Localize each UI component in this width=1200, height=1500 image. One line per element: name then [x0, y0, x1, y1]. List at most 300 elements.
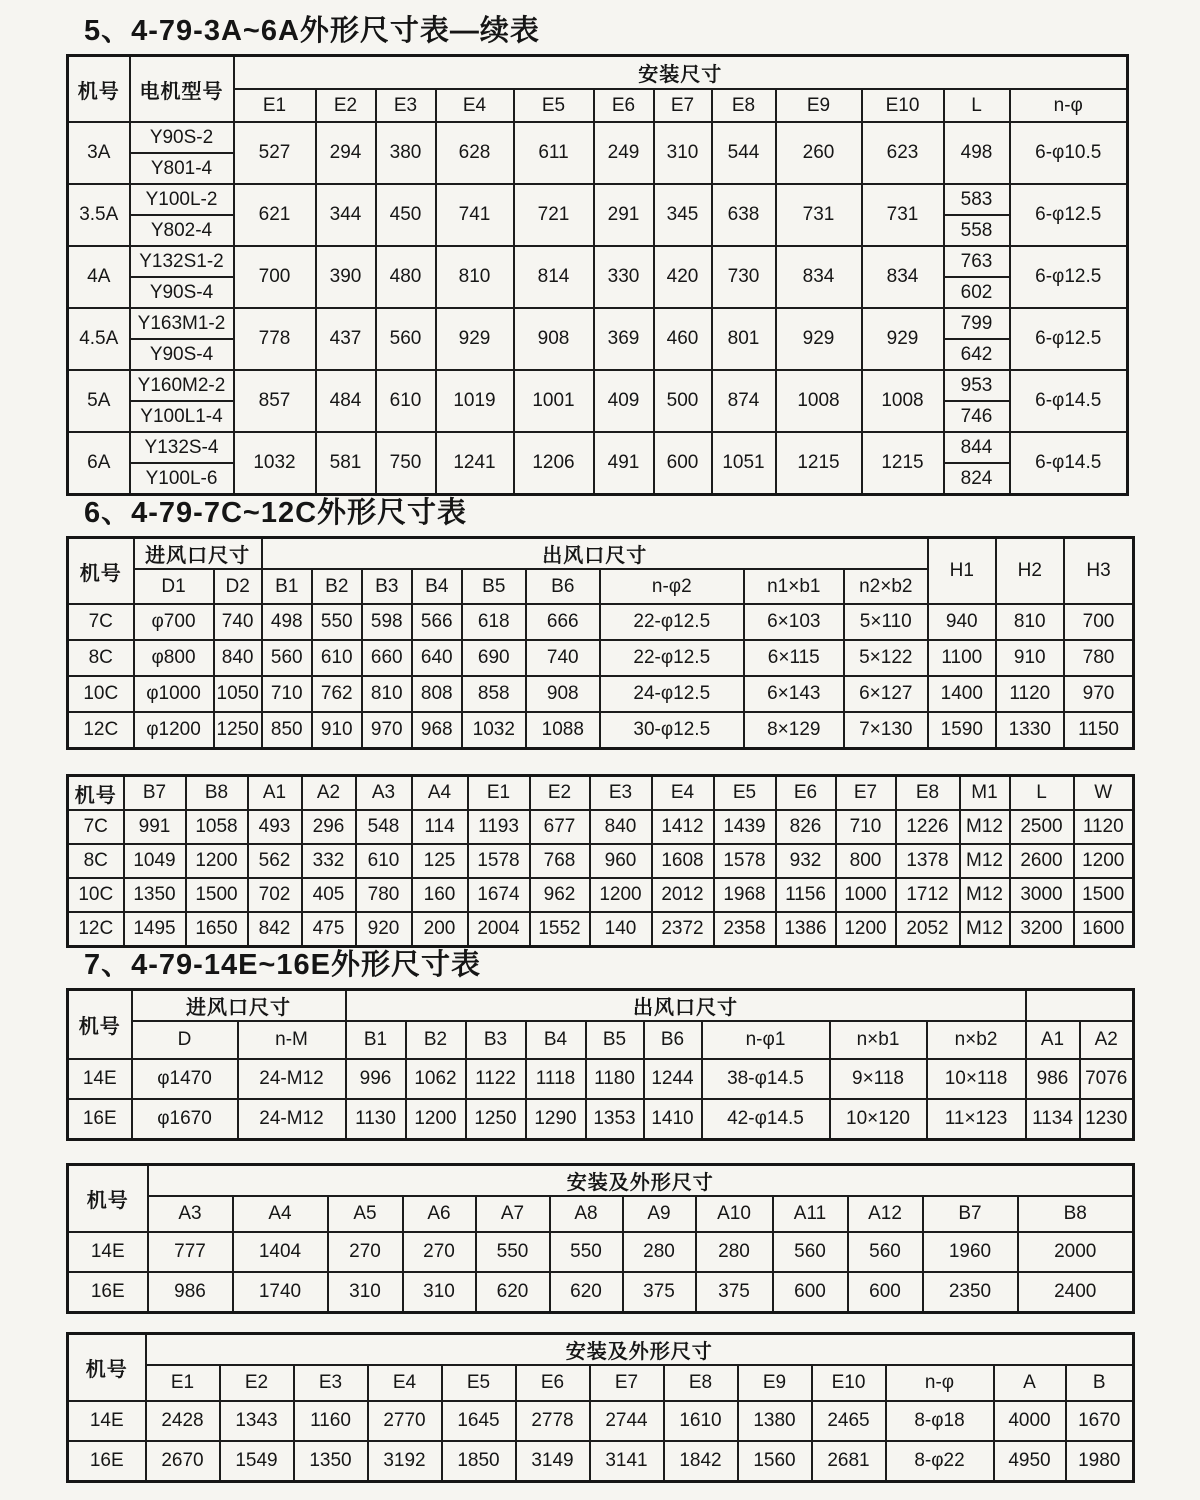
data-cell: 1645 — [442, 1401, 516, 1441]
header-cell: 机号 — [68, 990, 132, 1060]
data-cell: 621 — [234, 184, 316, 246]
data-cell: φ1670 — [132, 1099, 238, 1140]
data-cell: M12 — [960, 844, 1010, 878]
data-cell: 1404 — [233, 1232, 328, 1272]
header-cell: A1 — [1026, 1021, 1080, 1059]
header-cell: E3 — [590, 776, 652, 811]
header-cell: 安装尺寸 — [234, 56, 1128, 90]
data-cell: 611 — [514, 122, 594, 184]
header-cell: E2 — [316, 89, 376, 122]
data-cell: 558 — [944, 215, 1010, 246]
data-cell: 1032 — [462, 712, 526, 749]
data-cell: 16E — [68, 1441, 146, 1482]
header-cell: E10 — [862, 89, 944, 122]
data-cell: 11×123 — [927, 1099, 1026, 1140]
header-cell: E10 — [812, 1365, 886, 1401]
data-cell: 562 — [248, 844, 302, 878]
data-cell: 1180 — [586, 1059, 644, 1099]
header-cell: E3 — [294, 1365, 368, 1401]
data-cell: 270 — [403, 1232, 476, 1272]
data-cell: 1156 — [776, 878, 836, 912]
data-cell: Y163M1-2 — [130, 308, 234, 339]
header-cell: L — [1010, 776, 1074, 811]
data-cell: 1500 — [186, 878, 248, 912]
data-cell: 1674 — [468, 878, 530, 912]
data-cell: 600 — [654, 432, 712, 495]
data-cell: 498 — [944, 122, 1010, 184]
data-cell: 721 — [514, 184, 594, 246]
data-cell: 810 — [996, 604, 1064, 640]
header-cell: D2 — [214, 569, 262, 604]
data-cell: 1200 — [186, 844, 248, 878]
data-cell: 6-φ12.5 — [1010, 246, 1128, 308]
data-cell: M12 — [960, 878, 1010, 912]
header-cell: n×b2 — [927, 1021, 1026, 1059]
data-cell: 814 — [514, 246, 594, 308]
data-cell: 1051 — [712, 432, 776, 495]
header-cell: D1 — [134, 569, 214, 604]
data-cell: 16E — [68, 1099, 132, 1140]
data-cell: 437 — [316, 308, 376, 370]
header-cell: A6 — [403, 1196, 476, 1232]
data-cell: 1250 — [466, 1099, 526, 1140]
data-cell: 14E — [68, 1232, 148, 1272]
data-cell: 200 — [412, 912, 468, 947]
data-cell: 1200 — [1074, 844, 1134, 878]
data-cell: 740 — [214, 604, 262, 640]
data-cell: 3149 — [516, 1441, 590, 1482]
header-cell: 机号 — [68, 1334, 146, 1402]
header-cell: 机号 — [68, 538, 134, 605]
data-cell: 249 — [594, 122, 654, 184]
header-cell: n-φ1 — [702, 1021, 830, 1059]
data-cell: 24-M12 — [238, 1099, 346, 1140]
data-cell: 8C — [68, 844, 124, 878]
data-cell: 2372 — [652, 912, 714, 947]
header-cell: A2 — [1080, 1021, 1134, 1059]
data-cell: 970 — [1064, 676, 1134, 712]
data-cell: 850 — [262, 712, 312, 749]
header-cell: B1 — [262, 569, 312, 604]
data-cell: Y802-4 — [130, 215, 234, 246]
data-cell: 710 — [836, 810, 896, 844]
data-cell: 22-φ12.5 — [600, 640, 744, 676]
table-14e-16e-install-dimensions-2 — [66, 1332, 1135, 1483]
data-cell: 1608 — [652, 844, 714, 878]
header-cell: A7 — [476, 1196, 550, 1232]
data-cell: 560 — [262, 640, 312, 676]
data-cell: 600 — [773, 1272, 848, 1313]
data-cell: 2681 — [812, 1441, 886, 1482]
header-cell: E8 — [896, 776, 960, 811]
data-cell: 1120 — [1074, 810, 1134, 844]
data-cell: 1960 — [923, 1232, 1018, 1272]
data-cell: 560 — [848, 1232, 923, 1272]
data-cell: 5×122 — [844, 640, 928, 676]
data-cell: 638 — [712, 184, 776, 246]
data-cell: 498 — [262, 604, 312, 640]
data-cell: 2465 — [812, 1401, 886, 1441]
header-cell: W — [1074, 776, 1134, 811]
data-cell: 1134 — [1026, 1099, 1080, 1140]
header-cell: E6 — [516, 1365, 590, 1401]
data-cell: 1610 — [664, 1401, 738, 1441]
data-cell: 1842 — [664, 1441, 738, 1482]
data-cell: 1230 — [1080, 1099, 1134, 1140]
data-cell: 1560 — [738, 1441, 812, 1482]
data-cell: 834 — [862, 246, 944, 308]
data-cell: 375 — [623, 1272, 696, 1313]
header-cell: B4 — [412, 569, 462, 604]
header-cell: 进风口尺寸 — [132, 990, 346, 1022]
data-cell: Y100L-6 — [130, 463, 234, 495]
data-cell: 810 — [362, 676, 412, 712]
data-cell: 1850 — [442, 1441, 516, 1482]
data-cell: 140 — [590, 912, 652, 947]
data-cell: 260 — [776, 122, 862, 184]
header-cell: B2 — [312, 569, 362, 604]
header-cell: A3 — [148, 1196, 233, 1232]
header-cell: E7 — [654, 89, 712, 122]
data-cell: 991 — [124, 810, 186, 844]
header-cell: 进风口尺寸 — [134, 538, 262, 570]
data-cell: 6-φ12.5 — [1010, 184, 1128, 246]
data-cell: 280 — [623, 1232, 696, 1272]
data-cell: 940 — [928, 604, 996, 640]
header-cell: E5 — [514, 89, 594, 122]
data-cell: 1740 — [233, 1272, 328, 1313]
header-cell: E2 — [530, 776, 590, 811]
header-cell: A1 — [248, 776, 302, 811]
data-cell: 1215 — [776, 432, 862, 495]
data-cell: 566 — [412, 604, 462, 640]
section-title-6: 6、4-79-7C~12C外形尺寸表 — [84, 497, 468, 529]
data-cell: 1712 — [896, 878, 960, 912]
data-cell: 10C — [68, 878, 124, 912]
data-cell: 834 — [776, 246, 862, 308]
data-cell: 1215 — [862, 432, 944, 495]
data-cell: 12C — [68, 912, 124, 947]
data-cell: 6A — [68, 432, 130, 495]
data-cell: 602 — [944, 277, 1010, 308]
data-cell: 22-φ12.5 — [600, 604, 744, 640]
data-cell: 910 — [312, 712, 362, 749]
data-cell: 2004 — [468, 912, 530, 947]
data-cell: 3A — [68, 122, 130, 184]
data-cell: 1552 — [530, 912, 590, 947]
data-cell: 628 — [436, 122, 514, 184]
data-cell: 598 — [362, 604, 412, 640]
data-cell: 270 — [328, 1232, 403, 1272]
data-cell: 857 — [234, 370, 316, 432]
data-cell: 480 — [376, 246, 436, 308]
data-cell: 4000 — [994, 1401, 1066, 1441]
header-cell: E4 — [436, 89, 514, 122]
data-cell: 409 — [594, 370, 654, 432]
data-cell: 920 — [356, 912, 412, 947]
data-cell: 1050 — [214, 676, 262, 712]
header-cell: E6 — [594, 89, 654, 122]
data-cell: 491 — [594, 432, 654, 495]
data-cell: 310 — [328, 1272, 403, 1313]
data-cell: 1250 — [214, 712, 262, 749]
data-cell: 824 — [944, 463, 1010, 495]
data-cell: 484 — [316, 370, 376, 432]
data-cell: 330 — [594, 246, 654, 308]
data-cell: 6-φ14.5 — [1010, 370, 1128, 432]
data-cell: 380 — [376, 122, 436, 184]
header-cell: H1 — [928, 538, 996, 605]
header-cell: E4 — [368, 1365, 442, 1401]
header-cell: B6 — [644, 1021, 702, 1059]
data-cell: 840 — [214, 640, 262, 676]
data-cell: 1412 — [652, 810, 714, 844]
header-cell: A9 — [623, 1196, 696, 1232]
data-cell: Y90S-2 — [130, 122, 234, 153]
header-cell: B7 — [923, 1196, 1018, 1232]
data-cell: 125 — [412, 844, 468, 878]
header-cell: E5 — [442, 1365, 516, 1401]
data-cell: 677 — [530, 810, 590, 844]
data-cell: 840 — [590, 810, 652, 844]
header-cell: E5 — [714, 776, 776, 811]
data-cell: 929 — [436, 308, 514, 370]
header-cell: B7 — [124, 776, 186, 811]
data-cell: 960 — [590, 844, 652, 878]
data-cell: Y801-4 — [130, 153, 234, 184]
data-cell: 740 — [526, 640, 600, 676]
header-cell: B6 — [526, 569, 600, 604]
data-cell: 9×118 — [830, 1059, 927, 1099]
data-cell: 620 — [550, 1272, 623, 1313]
data-cell: 8C — [68, 640, 134, 676]
data-cell: 405 — [302, 878, 356, 912]
data-cell: 970 — [362, 712, 412, 749]
header-cell: E8 — [664, 1365, 738, 1401]
data-cell: 1500 — [1074, 878, 1134, 912]
data-cell: 8×129 — [744, 712, 844, 749]
header-cell: 机号 — [68, 776, 124, 811]
data-cell: 968 — [412, 712, 462, 749]
data-cell: 1330 — [996, 712, 1064, 749]
data-cell: Y90S-4 — [130, 339, 234, 370]
data-cell: 3200 — [1010, 912, 1074, 947]
data-cell: 6×115 — [744, 640, 844, 676]
data-cell: 10×120 — [830, 1099, 927, 1140]
data-cell: 1160 — [294, 1401, 368, 1441]
data-cell: 280 — [696, 1232, 773, 1272]
header-cell: A8 — [550, 1196, 623, 1232]
data-cell: 953 — [944, 370, 1010, 401]
data-cell: 800 — [836, 844, 896, 878]
data-cell: 1008 — [862, 370, 944, 432]
data-cell: 799 — [944, 308, 1010, 339]
data-cell: M12 — [960, 810, 1010, 844]
data-cell: 7×130 — [844, 712, 928, 749]
header-cell: 安装及外形尺寸 — [146, 1334, 1134, 1366]
data-cell: 544 — [712, 122, 776, 184]
data-cell: 560 — [773, 1232, 848, 1272]
header-cell: n-φ — [886, 1365, 994, 1401]
data-cell: 1049 — [124, 844, 186, 878]
data-cell: 1439 — [714, 810, 776, 844]
data-cell: 1600 — [1074, 912, 1134, 947]
data-cell: 1495 — [124, 912, 186, 947]
header-cell: 出风口尺寸 — [262, 538, 928, 570]
data-cell: 38-φ14.5 — [702, 1059, 830, 1099]
data-cell: 24-φ12.5 — [600, 676, 744, 712]
data-cell: 623 — [862, 122, 944, 184]
data-cell: 1118 — [526, 1059, 586, 1099]
header-cell: n2×b2 — [844, 569, 928, 604]
data-cell: 1032 — [234, 432, 316, 495]
data-cell: 14E — [68, 1059, 132, 1099]
header-cell: M1 — [960, 776, 1010, 811]
data-cell: 777 — [148, 1232, 233, 1272]
data-cell: 2744 — [590, 1401, 664, 1441]
data-cell: 762 — [312, 676, 362, 712]
data-cell: 1650 — [186, 912, 248, 947]
data-cell: 2770 — [368, 1401, 442, 1441]
data-cell: 778 — [234, 308, 316, 370]
data-cell: 690 — [462, 640, 526, 676]
header-cell: B4 — [526, 1021, 586, 1059]
header-cell: H2 — [996, 538, 1064, 605]
data-cell: 929 — [862, 308, 944, 370]
data-cell: 746 — [944, 401, 1010, 432]
data-cell: 731 — [862, 184, 944, 246]
data-cell: 42-φ14.5 — [702, 1099, 830, 1140]
data-cell: 6×127 — [844, 676, 928, 712]
data-cell: Y100L1-4 — [130, 401, 234, 432]
data-cell: 450 — [376, 184, 436, 246]
header-cell: n-M — [238, 1021, 346, 1059]
data-cell: 2012 — [652, 878, 714, 912]
header-cell: 电机型号 — [130, 56, 234, 123]
data-cell: 291 — [594, 184, 654, 246]
table-3a-6a-dimensions-continued — [66, 54, 1129, 496]
data-cell: 962 — [530, 878, 590, 912]
data-cell: 1088 — [526, 712, 600, 749]
data-cell: 741 — [436, 184, 514, 246]
data-cell: 1000 — [836, 878, 896, 912]
header-cell: E8 — [712, 89, 776, 122]
data-cell: 996 — [346, 1059, 406, 1099]
data-cell: 550 — [312, 604, 362, 640]
data-cell: 780 — [356, 878, 412, 912]
data-cell: 801 — [712, 308, 776, 370]
header-cell: E1 — [146, 1365, 220, 1401]
data-cell: 344 — [316, 184, 376, 246]
header-cell: L — [944, 89, 1010, 122]
data-cell: 986 — [148, 1272, 233, 1313]
data-cell: 710 — [262, 676, 312, 712]
data-cell: 842 — [248, 912, 302, 947]
data-cell: 3141 — [590, 1441, 664, 1482]
data-cell: 1410 — [644, 1099, 702, 1140]
data-cell: 1980 — [1066, 1441, 1134, 1482]
data-cell: 4.5A — [68, 308, 130, 370]
data-cell: 642 — [944, 339, 1010, 370]
data-cell: 332 — [302, 844, 356, 878]
data-cell: 1968 — [714, 878, 776, 912]
data-cell: 620 — [476, 1272, 550, 1313]
header-cell: A — [994, 1365, 1066, 1401]
data-cell: 4A — [68, 246, 130, 308]
data-cell: 1120 — [996, 676, 1064, 712]
data-cell: 375 — [696, 1272, 773, 1313]
data-cell: 345 — [654, 184, 712, 246]
data-cell: 310 — [654, 122, 712, 184]
data-cell: 2500 — [1010, 810, 1074, 844]
data-cell: 294 — [316, 122, 376, 184]
header-cell: E7 — [590, 1365, 664, 1401]
header-cell: 安装及外形尺寸 — [148, 1165, 1134, 1197]
data-cell: φ700 — [134, 604, 214, 640]
header-cell: A11 — [773, 1196, 848, 1232]
data-cell: 296 — [302, 810, 356, 844]
data-cell: 1130 — [346, 1099, 406, 1140]
data-cell: 6-φ10.5 — [1010, 122, 1128, 184]
data-cell: 1058 — [186, 810, 248, 844]
data-cell: 730 — [712, 246, 776, 308]
header-cell: 机号 — [68, 1165, 148, 1233]
data-cell: 780 — [1064, 640, 1134, 676]
header-cell: E2 — [220, 1365, 294, 1401]
header-cell: D — [132, 1021, 238, 1059]
data-cell: 14E — [68, 1401, 146, 1441]
data-cell: 1578 — [468, 844, 530, 878]
data-cell: 986 — [1026, 1059, 1080, 1099]
data-cell: 1578 — [714, 844, 776, 878]
data-cell: 858 — [462, 676, 526, 712]
data-cell: 6-φ14.5 — [1010, 432, 1128, 495]
data-cell: 826 — [776, 810, 836, 844]
data-cell: 1590 — [928, 712, 996, 749]
header-cell: H3 — [1064, 538, 1134, 605]
data-cell: 500 — [654, 370, 712, 432]
data-cell: 114 — [412, 810, 468, 844]
data-cell: 666 — [526, 604, 600, 640]
data-cell: 1400 — [928, 676, 996, 712]
data-cell: 1206 — [514, 432, 594, 495]
data-cell: 5A — [68, 370, 130, 432]
data-cell: 810 — [436, 246, 514, 308]
data-cell: 548 — [356, 810, 412, 844]
data-cell: 550 — [476, 1232, 550, 1272]
data-cell: 550 — [550, 1232, 623, 1272]
data-cell: 1001 — [514, 370, 594, 432]
header-cell: A2 — [302, 776, 356, 811]
data-cell: 16E — [68, 1272, 148, 1313]
section-title-5: 5、4-79-3A~6A外形尺寸表—续表 — [84, 15, 540, 47]
data-cell: 874 — [712, 370, 776, 432]
header-cell: B5 — [462, 569, 526, 604]
data-cell: 420 — [654, 246, 712, 308]
data-cell: 30-φ12.5 — [600, 712, 744, 749]
header-cell: E1 — [468, 776, 530, 811]
data-cell: 1380 — [738, 1401, 812, 1441]
data-cell: 660 — [362, 640, 412, 676]
data-cell: φ1470 — [132, 1059, 238, 1099]
data-cell: φ1000 — [134, 676, 214, 712]
data-cell: 24-M12 — [238, 1059, 346, 1099]
table-14e-16e-dimensions — [66, 988, 1135, 1141]
data-cell: 1244 — [644, 1059, 702, 1099]
data-cell: 493 — [248, 810, 302, 844]
data-cell: 702 — [248, 878, 302, 912]
data-cell: 2670 — [146, 1441, 220, 1482]
